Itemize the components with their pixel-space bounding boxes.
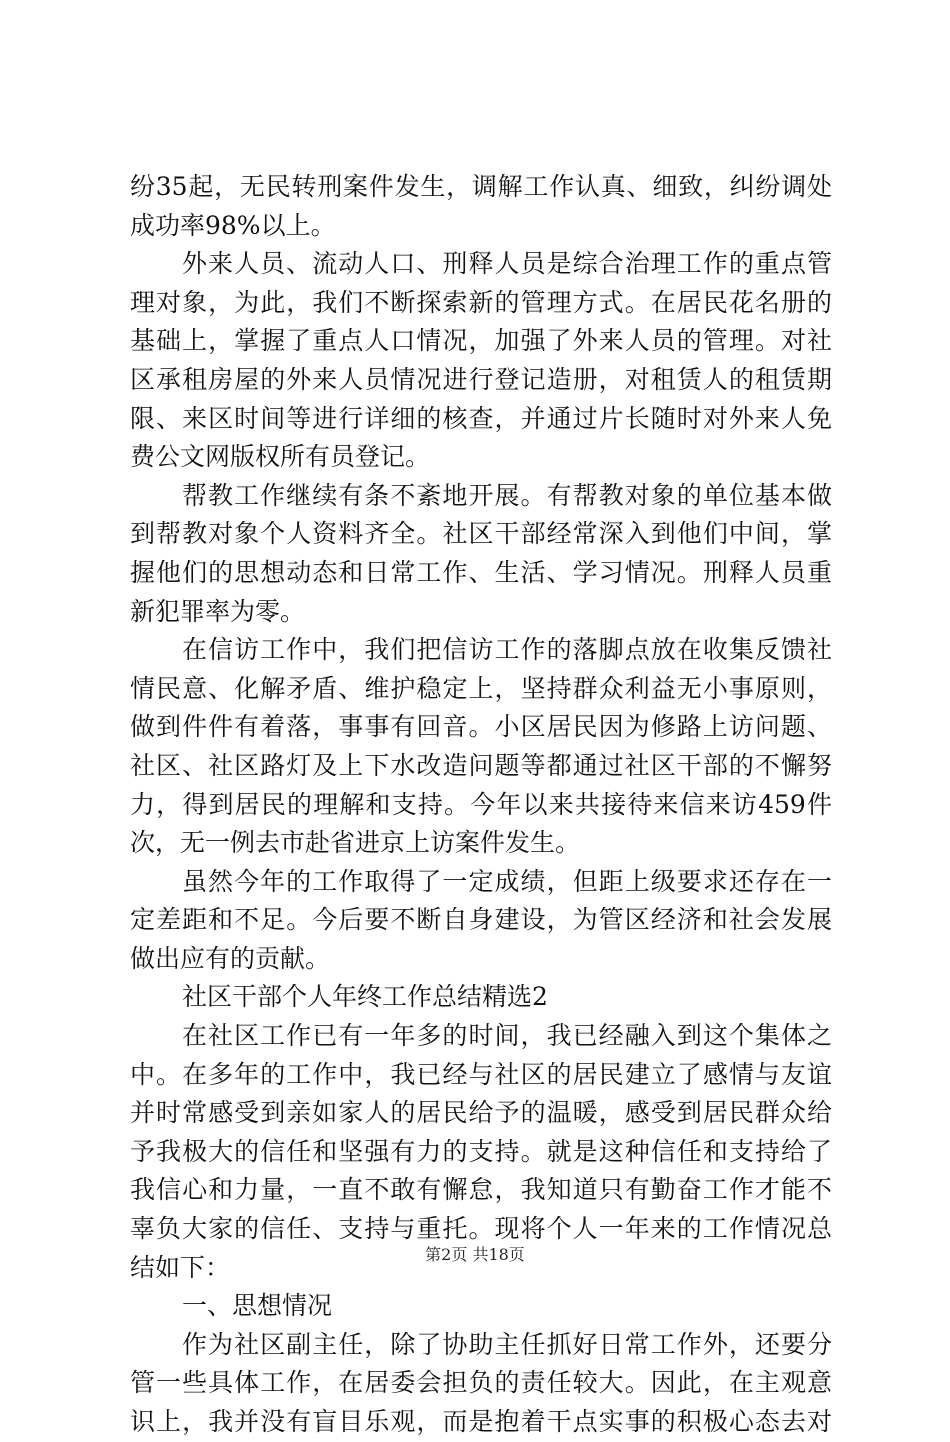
text-line: 并时常感受到亲如家人的居民给予的温暖，感受到居民群众给	[130, 1098, 832, 1128]
text-line: 外来人员、流动人口、刑释人员是综合治理工作的重点管	[182, 249, 832, 279]
text-line: 辜负大家的信任、支持与重托。现将个人一年来的工作情况总	[130, 1214, 832, 1244]
text-line: 握他们的思想动态和日常工作、生活、学习情况。刑释人员重	[130, 557, 832, 587]
text-line: 我信心和力量，一直不敢有懈怠，我知道只有勤奋工作才能不	[130, 1175, 832, 1205]
paragraph	[130, 863, 832, 979]
text-line: 力，得到居民的理解和支持。今年以来共接待来信来访459件	[130, 789, 832, 819]
text-line: 费公文网版权所有员登记。	[130, 442, 431, 472]
text-line: 予我极大的信任和坚强有力的支持。就是这种信任和支持给了	[130, 1136, 832, 1166]
text-line: 识上，我并没有盲目乐观，而是抱着干点实事的积极心态去对	[130, 1407, 832, 1436]
section-heading	[130, 1287, 832, 1326]
page-footer: 第2页 共18页	[425, 1245, 525, 1264]
paragraph	[130, 245, 832, 477]
text-line: 一、思想情况	[182, 1291, 333, 1321]
section-heading	[130, 978, 832, 1017]
text-line: 纷35起，无民转刑案件发生，调解工作认真、细致，纠纷调处	[130, 172, 832, 201]
text-line: 成功率98%以上。	[130, 210, 336, 240]
text-line: 情民意、化解矛盾、维护稳定上，坚持群众利益无小事原则，	[130, 673, 832, 703]
text-line: 帮教工作继续有条不紊地开展。有帮教对象的单位基本做	[182, 480, 832, 510]
text-line: 社区干部个人年终工作总结精选2	[182, 982, 548, 1012]
text-line: 社区、社区路灯及上下水改造问题等都通过社区干部的不懈努	[130, 750, 832, 780]
text-line: 定差距和不足。今后要不断自身建设，为管区经济和社会发展	[130, 905, 832, 935]
text-line: 理对象，为此，我们不断探索新的管理方式。在居民花名册的	[130, 287, 832, 317]
text-line: 区承租房屋的外来人员情况进行登记造册，对租赁人的租赁期	[130, 364, 832, 394]
text-line: 做到件件有着落，事事有回音。小区居民因为修路上访问题、	[130, 712, 832, 742]
paragraph	[130, 477, 832, 631]
text-line: 基础上，掌握了重点人口情况，加强了外来人员的管理。对社	[130, 326, 832, 356]
text-line: 次，无一例去市赴省进京上访案件发生。	[130, 828, 581, 858]
text-line: 限、来区时间等进行详细的核查，并通过片长随时对外来人免	[130, 403, 832, 433]
text-line: 到帮教对象个人资料齐全。社区干部经常深入到他们中间，掌	[130, 519, 832, 549]
text-line: 新犯罪率为零。	[130, 596, 306, 626]
paragraph	[130, 631, 832, 863]
text-line: 虽然今年的工作取得了一定成绩，但距上级要求还存在一	[182, 866, 832, 896]
text-line: 管一些具体工作，在居委会担负的责任较大。因此，在主观意	[130, 1368, 832, 1398]
text-line: 作为社区副主任，除了协助主任抓好日常工作外，还要分	[182, 1329, 832, 1359]
text-line: 在信访工作中，我们把信访工作的落脚点放在收集反馈社	[182, 635, 832, 665]
text-line: 中。在多年的工作中，我已经与社区的居民建立了感情与友谊	[130, 1059, 832, 1089]
paragraph	[130, 1326, 832, 1442]
text-line: 结如下：	[130, 1252, 231, 1282]
paragraph	[130, 168, 832, 245]
text-line: 做出应有的贡献。	[130, 943, 331, 973]
text-line: 在社区工作已有一年多的时间，我已经融入到这个集体之	[182, 1021, 832, 1051]
